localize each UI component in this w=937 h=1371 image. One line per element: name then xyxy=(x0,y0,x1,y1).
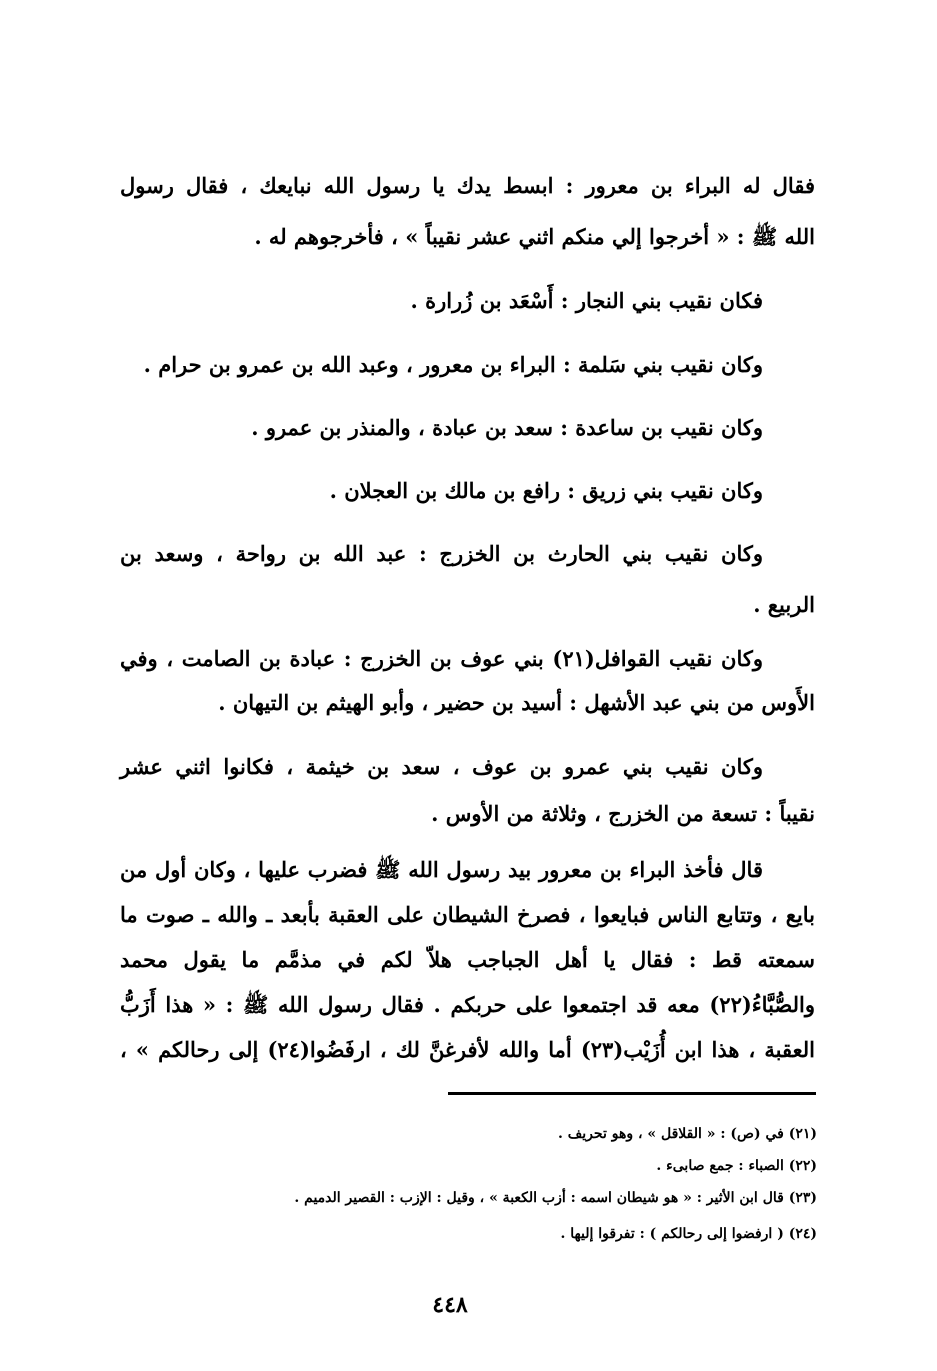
text-line: والصُّبَّاءُ(٢٢) معه قد اجتمعوا على حربكم . فقال رسول الله ﷺ : « هذا أَزَبُّ xyxy=(120,992,815,1017)
text-line: سمعته قط : فقال يا أهل الجباجب هلاّ لكم في مذمَّم ما يقول محمد xyxy=(120,947,815,972)
text-line: الله ﷺ : « أخرجوا إلي منكم اثني عشر نقيباً » ، فأخرجوهم له . xyxy=(254,224,815,249)
text-line: نقيباً : تسعة من الخزرج ، وثلاثة من الأوس . xyxy=(431,801,815,826)
text-line: وكان نقيب بن ساعدة : سعد بن عبادة ، والمنذر بن عمرو . xyxy=(251,415,763,440)
footnote: (٢٣) قال ابن الأثير : « هو شيطان اسمه : أزب الكعبة » ، وقيل : الإزب : القصير الدميم . xyxy=(294,1190,817,1206)
text-line: وكان نقيب بني سَلمة : البراء بن معرور ، وعبد الله بن عمرو بن حرام . xyxy=(143,352,763,377)
text-line: وكان نقيب بني زريق : رافع بن مالك بن العجلان . xyxy=(329,478,763,503)
text-line: فكان نقيب بني النجار : أَسْعَد بن زُرارة . xyxy=(410,288,763,313)
text-line: قال فأخذ البراء بن معرور بيد رسول الله ﷺ فضرب عليها ، وكان أول من xyxy=(120,857,763,882)
text-line: وكان نقيب بني عمرو بن عوف ، سعد بن خيثمة ، فكانوا اثني عشر xyxy=(120,754,763,779)
footnote: (٢٢) الصباء : جمع صابىء . xyxy=(656,1158,817,1174)
footnote: (٢٤) ( ارفضوا إلى رحالكم ) : تفرقوا إليها . xyxy=(560,1226,817,1242)
text-line: بايع ، وتتابع الناس فبايعوا ، فصرخ الشيطان على العقبة بأبعد ـ والله ـ صوت ما xyxy=(120,902,815,927)
footnote: (٢١) في (ص) : « القلاقل » ، وهو تحريف . xyxy=(558,1126,817,1142)
text-line: فقال له البراء بن معرور : ابسط يدك يا رسول الله نبايعك ، فقال رسول xyxy=(120,173,815,198)
text-line: الأَوس من بني عبد الأشهل : أسيد بن حضير ، وأبو الهيثم بن التيهان . xyxy=(218,690,815,715)
text-line: وكان نقيب القوافل(٢١) بني عوف بن الخزرج : عبادة بن الصامت ، وفي xyxy=(120,646,763,671)
page-number: ٤٤٨ xyxy=(432,1292,468,1318)
footnote-separator xyxy=(448,1092,816,1095)
text-line: الربيع . xyxy=(753,592,815,617)
text-line: العقبة ، هذا ابن أُزَيْب(٢٣) أما والله لأفرغنَّ لك ، ارفَضُوا(٢٤) إلى رحالكم » ، xyxy=(120,1037,815,1062)
text-line: وكان نقيب بني الحارث بن الخزرج : عبد الله بن رواحة ، وسعد بن xyxy=(120,541,763,566)
